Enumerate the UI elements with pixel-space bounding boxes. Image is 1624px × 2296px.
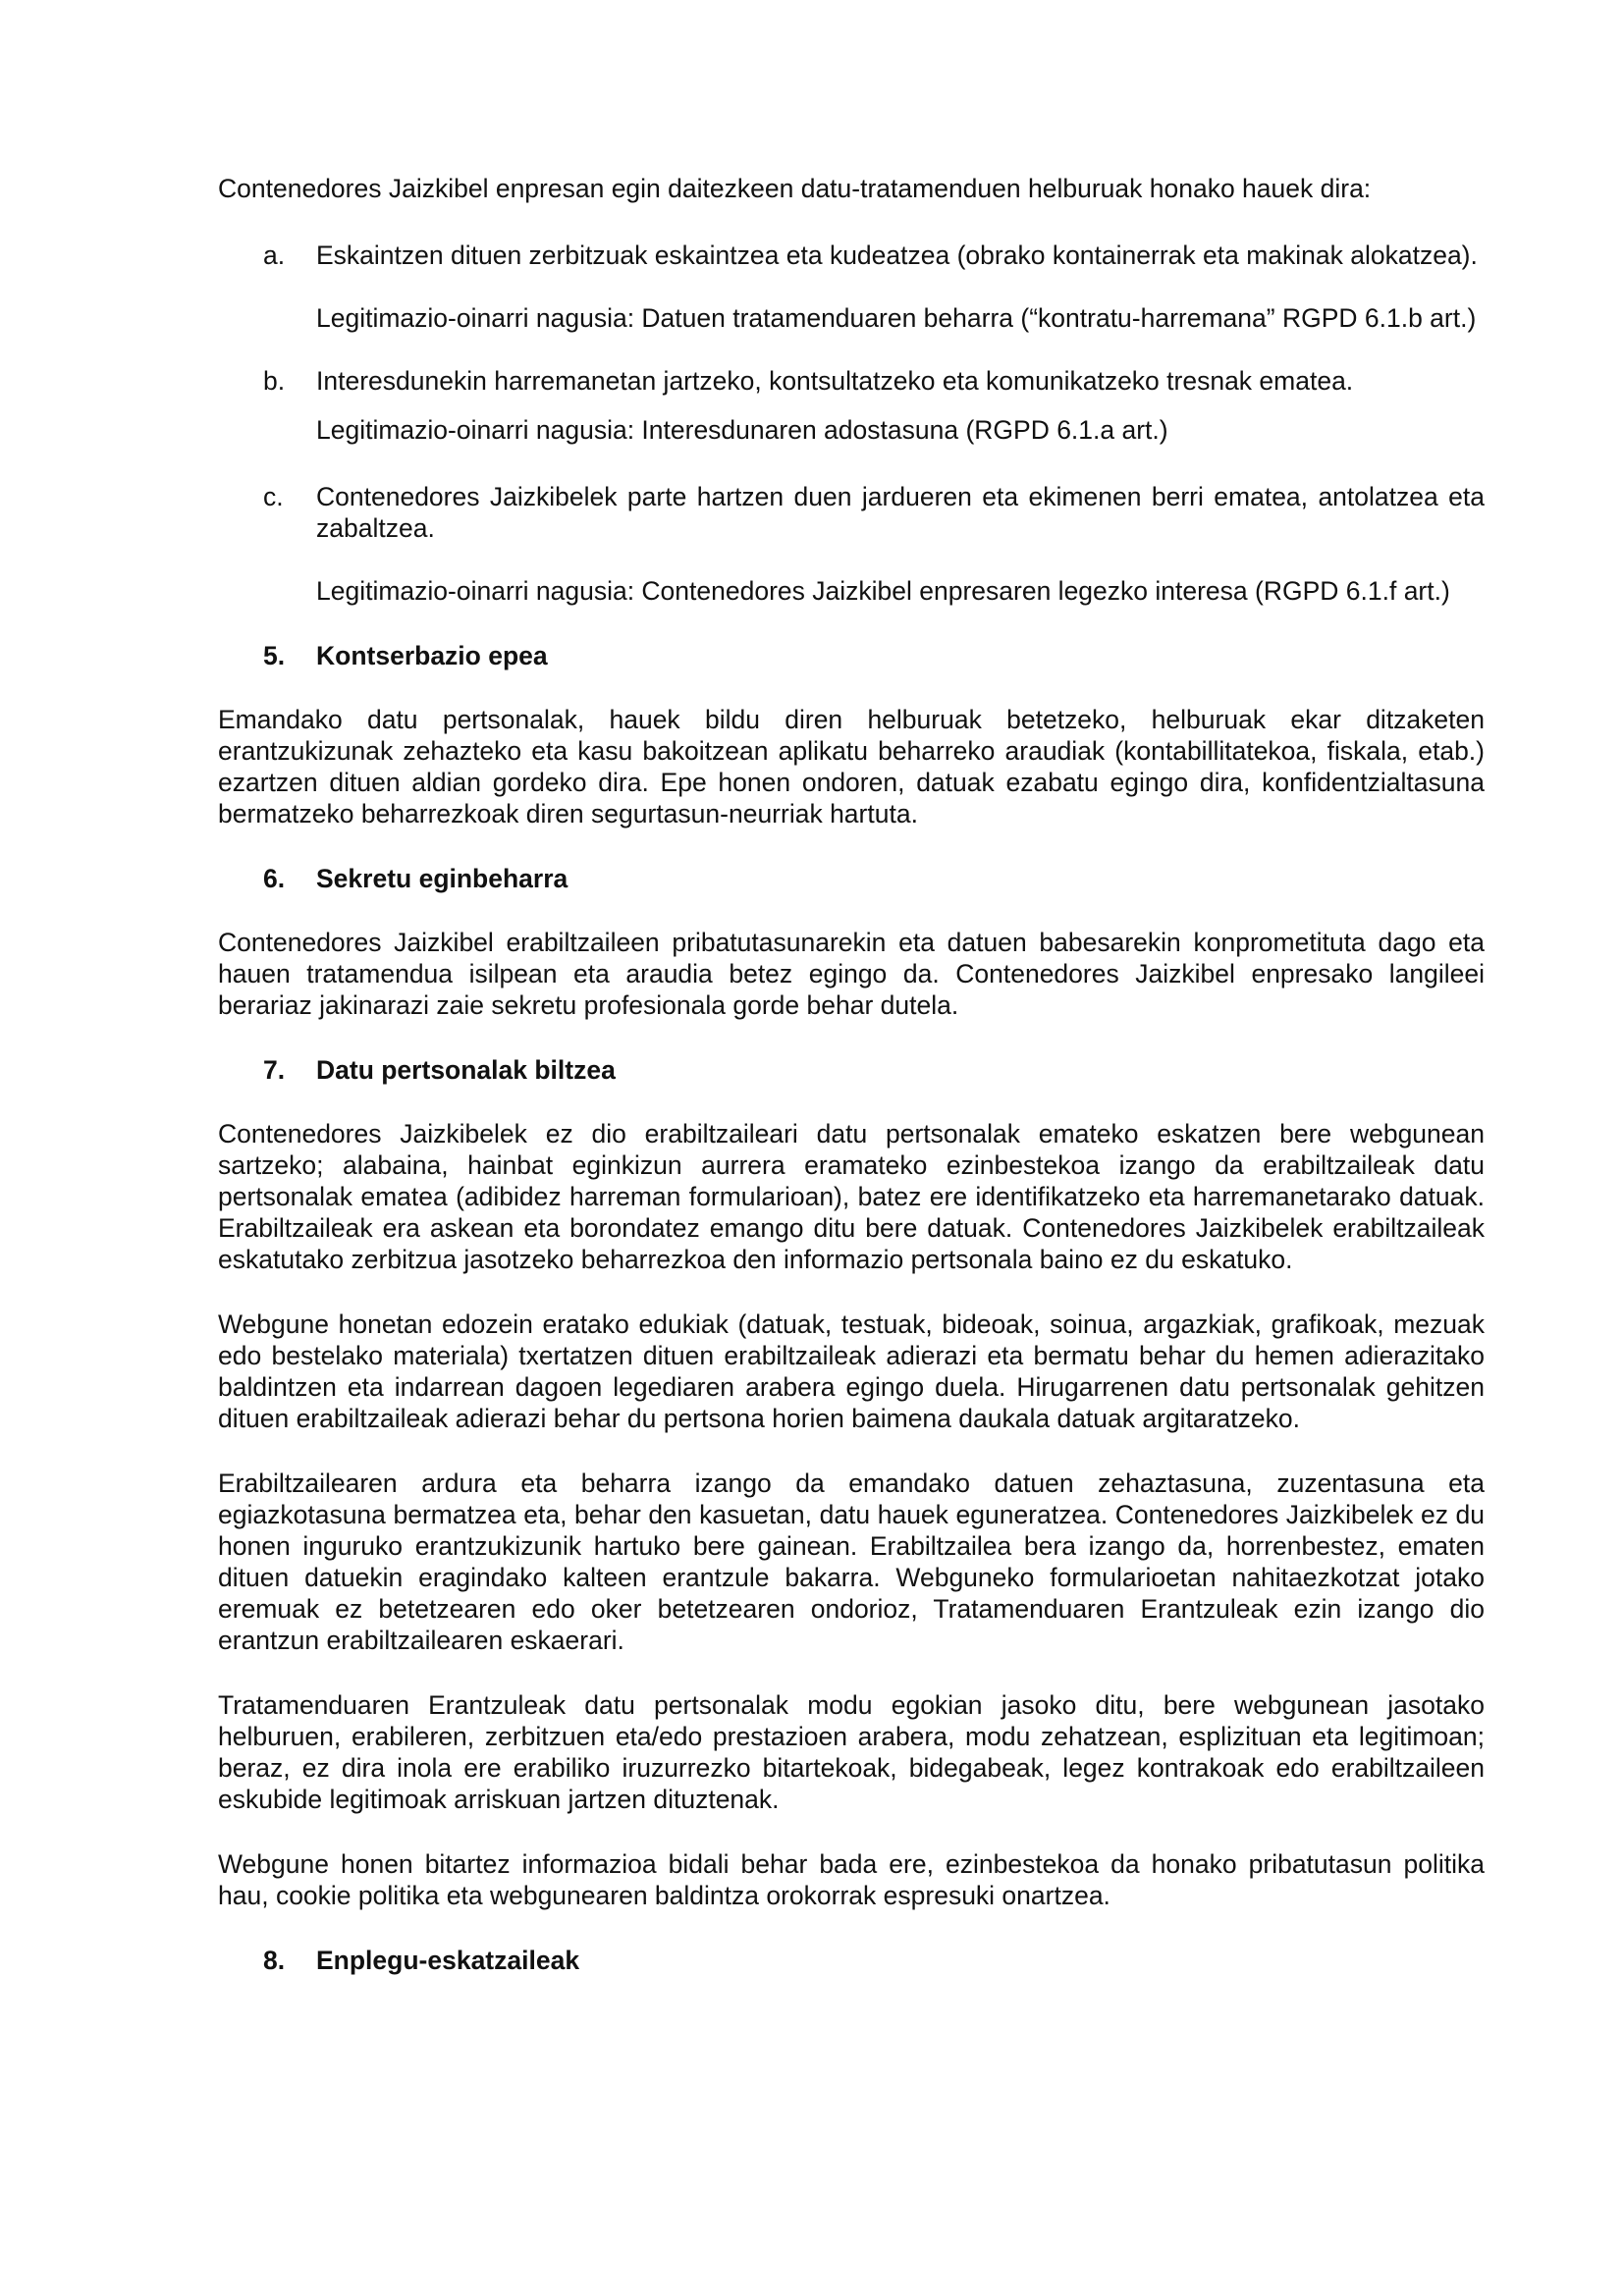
purpose-text: Interesdunekin harremanetan jartzeko, kontsultatzeko eta komunikatzeko tresnak ematea. (316, 366, 1354, 396)
purpose-text: Eskaintzen dituen zerbitzuak eskaintzea eta kudeatzea (obrako kontainerrak eta makinak alokatzea). (316, 240, 1478, 270)
list-marker: b. (263, 366, 286, 396)
body-paragraph: Webgune honen bitartez informazioa bidali behar bada ere, ezinbestekoa da honako pribatutasun politika hau, cookie politika eta webgunearen baldintza orokorrak espresuki onartzea. (218, 1849, 1485, 1910)
section-heading-8 (218, 1945, 1485, 1976)
document-page (218, 173, 1485, 2008)
section-title: Enplegu-eskatzaileak (316, 1946, 580, 1975)
legitimation-text: Legitimazio-oinarri nagusia: Datuen tratamenduaren beharra (“kontratu-harremana” RGPD 6.1.b art.) (316, 303, 1477, 333)
body-paragraph: Erabiltzailearen ardura eta beharra izango da emandako datuen zehaztasuna, zuzentasuna eta egiazkotasuna bermatzea eta, behar den kasuetan, datu hauek eguneratzea. Contenedores Jaizkibelek ez du honen inguruko erantzukizunik hartuko bere gainean. Erabiltzailea bera izango da, horrenbestez, ematen dituen datuekin eragindako kalteen erantzule bakarra. Webguneko formularioetan nahitaezkotzat jotako eremuak ez betetzearen edo oker betetzearen ondorioz, Tratamenduaren Erantzuleak ezin izango dio erantzun erabiltzailearen eskaerari. (218, 1468, 1485, 1655)
section-title: Sekretu eginbeharra (316, 864, 568, 893)
purpose-text: Contenedores Jaizkibelek parte hartzen duen jardueren eta ekimenen berri ematea, antolatzea eta zabaltzea. (316, 482, 1485, 543)
list-marker: c. (263, 482, 284, 511)
section-number: 7. (263, 1055, 286, 1085)
purpose-item-a (218, 240, 1485, 271)
section-heading-6 (218, 863, 1485, 894)
body-paragraph: Webgune honetan edozein eratako edukiak (datuak, testuak, bideoak, soinua, argazkiak, grafikoak, mezuak edo bestelako materiala) txertatzen dituen erabiltzaileak adierazi eta bermatu behar du hemen adierazitako baldintzen eta indarrean dagoen legediaren arabera egingo duela. Hirugarrenen datu pertsonalak gehitzen dituen erabiltzaileak adierazi behar du pertsona horien baimena daukala datuak argitaratzeko. (218, 1309, 1485, 1433)
section-number: 6. (263, 864, 286, 893)
body-paragraph: Contenedores Jaizkibel erabiltzaileen pribatutasunarekin eta datuen babesarekin konprometituta dago eta hauen tratamendua isilpean eta araudia betez egingo da. Contenedores Jaizkibel enpresako langileei berariaz jakinarazi zaie sekretu profesionala gorde behar dutela. (218, 928, 1485, 1020)
section-number: 8. (263, 1946, 286, 1975)
section-number: 5. (263, 641, 286, 670)
intro-paragraph: Contenedores Jaizkibel enpresan egin daitezkeen datu-tratamenduen helburuak honako hauek dira: (218, 174, 1372, 203)
body-paragraph: Emandako datu pertsonalak, hauek bildu diren helburuak betetzeko, helburuak ekar ditzaketen erantzukizunak zehazteko eta kasu bakoitzean aplikatu beharreko araudiak (kontabillitatekoa, fiskala, etab.) ezartzen dituen aldian gordeko dira. Epe honen ondoren, datuak ezabatu egingo dira, konfidentzialtasuna bermatzeko beharrezkoak diren segurtasun-neurriak hartuta. (218, 705, 1485, 828)
section-heading-5 (218, 640, 1485, 671)
legitimation-text: Legitimazio-oinarri nagusia: Contenedores Jaizkibel enpresaren legezko interesa (RGPD 6.1.f art.) (316, 576, 1450, 606)
body-paragraph: Tratamenduaren Erantzuleak datu pertsonalak modu egokian jasoko ditu, bere webgunean jasotako helburuen, erabileren, zerbitzuen eta/edo prestazioen arabera, modu zehatzean, esplizituan eta legitimoan; beraz, ez dira inola ere erabiliko iruzurrezko bitartekoak, bidegabeak, legez kontrakoak edo erabiltzaileen eskubide legitimoak arriskuan jartzen dituztenak. (218, 1690, 1485, 1814)
section-heading-7 (218, 1054, 1485, 1086)
legitimation-text: Legitimazio-oinarri nagusia: Interesdunaren adostasuna (RGPD 6.1.a art.) (316, 415, 1168, 445)
purpose-item-b (218, 365, 1485, 397)
section-title: Datu pertsonalak biltzea (316, 1055, 616, 1085)
section-title: Kontserbazio epea (316, 641, 548, 670)
purpose-item-c (218, 481, 1485, 544)
list-marker: a. (263, 240, 286, 270)
body-paragraph: Contenedores Jaizkibelek ez dio erabiltzaileari datu pertsonalak emateko eskatzen bere webgunean sartzeko; alabaina, hainbat eginkizun aurrera eramateko ezinbestekoa izango da erabiltzaileak datu pertsonalak ematea (adibidez harreman formularioan), batez ere identifikatzeko eta harremanetarako datuak. Erabiltzaileak era askean eta borondatez emango ditu bere datuak. Contenedores Jaizkibelek erabiltzaileak eskatutako zerbitzua jasotzeko beharrezkoa den informazio pertsonala baino ez du eskatuko. (218, 1119, 1485, 1274)
